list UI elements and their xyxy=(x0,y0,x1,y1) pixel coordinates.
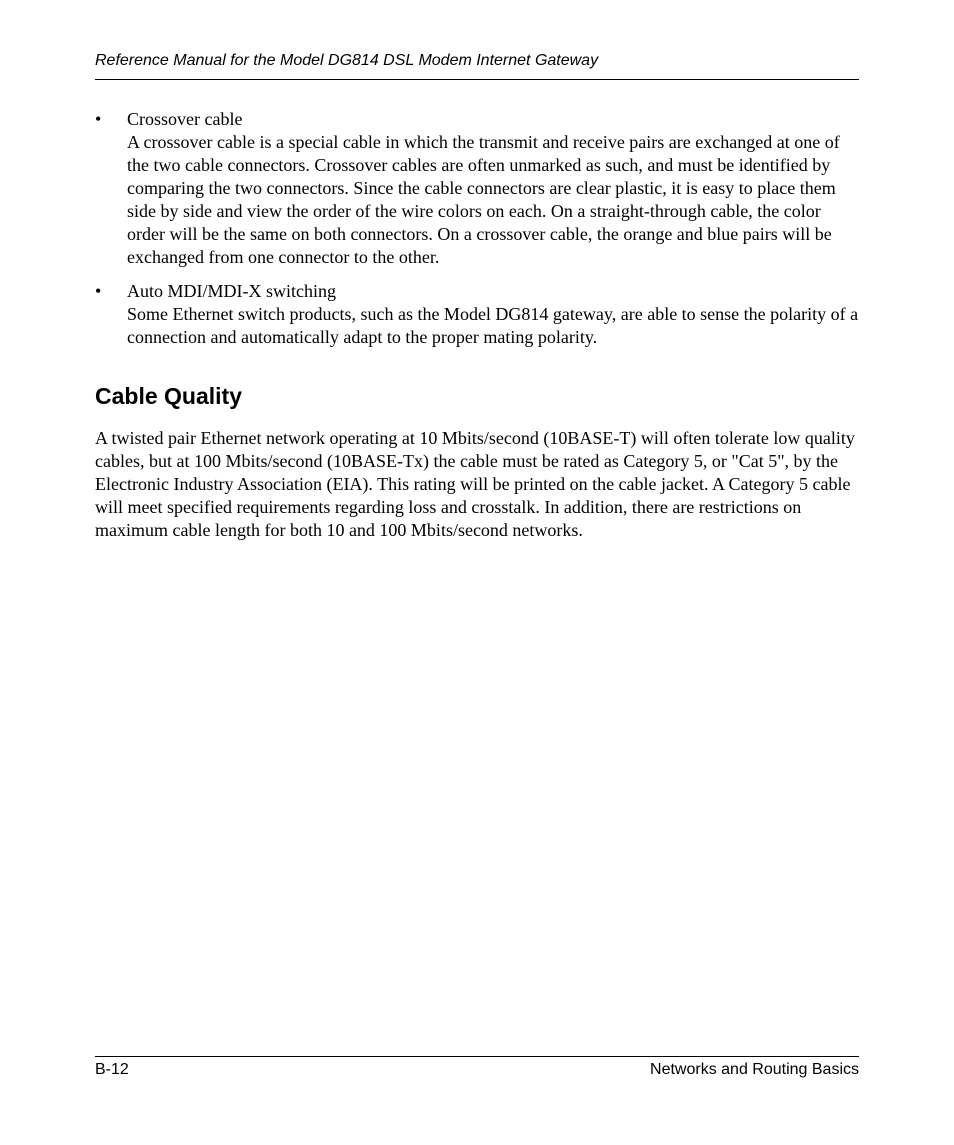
footer-rule xyxy=(95,1056,859,1057)
section-heading-cable-quality: Cable Quality xyxy=(95,383,242,409)
bullet-heading: Auto MDI/MDI-X switching xyxy=(127,281,336,301)
footer-page-number: B-12 xyxy=(95,1061,129,1078)
page-content xyxy=(95,108,859,542)
running-header-title: Reference Manual for the Model DG814 DSL Modem Internet Gateway xyxy=(95,52,599,69)
bullet-icon: • xyxy=(95,281,102,301)
section-paragraph: A twisted pair Ethernet network operating at 10 Mbits/second (10BASE-T) will often tolerate low quality cables, but at 100 Mbits/second (10BASE-Tx) the cable must be rated as Category 5, or "Cat 5", by the Electronic Industry Association (EIA). This rating will be printed on the cable jacket. A Category 5 cable will meet specified requirements regarding loss and crosstalk. In addition, there are restrictions on maximum cable length for both 10 and 100 Mbits/second networks. xyxy=(95,428,855,540)
bullet-text: Some Ethernet switch products, such as the Model DG814 gateway, are able to sense the polarity of a connection and automatically adapt to the proper mating polarity. xyxy=(127,304,859,347)
bullet-icon: • xyxy=(95,109,102,129)
bullet-text: A crossover cable is a special cable in which the transmit and receive pairs are exchanged at one of the two cable connectors. Crossover cables are often unmarked as such, and must be identified by comparing the two connectors. Since the cable connectors are clear plastic, it is easy to place them side by side and view the order of the wire colors on each. On a straight-through cable, the color order will be the same on both connectors. On a crossover cable, the orange and blue pairs will be exchanged from one connector to the other. xyxy=(127,132,840,267)
bullet-heading: Crossover cable xyxy=(127,109,243,129)
header-rule xyxy=(95,79,859,80)
bullet-item-crossover-cable xyxy=(95,108,859,269)
footer-chapter-title: Networks and Routing Basics xyxy=(650,1061,859,1078)
bullet-item-auto-mdi xyxy=(95,280,859,349)
